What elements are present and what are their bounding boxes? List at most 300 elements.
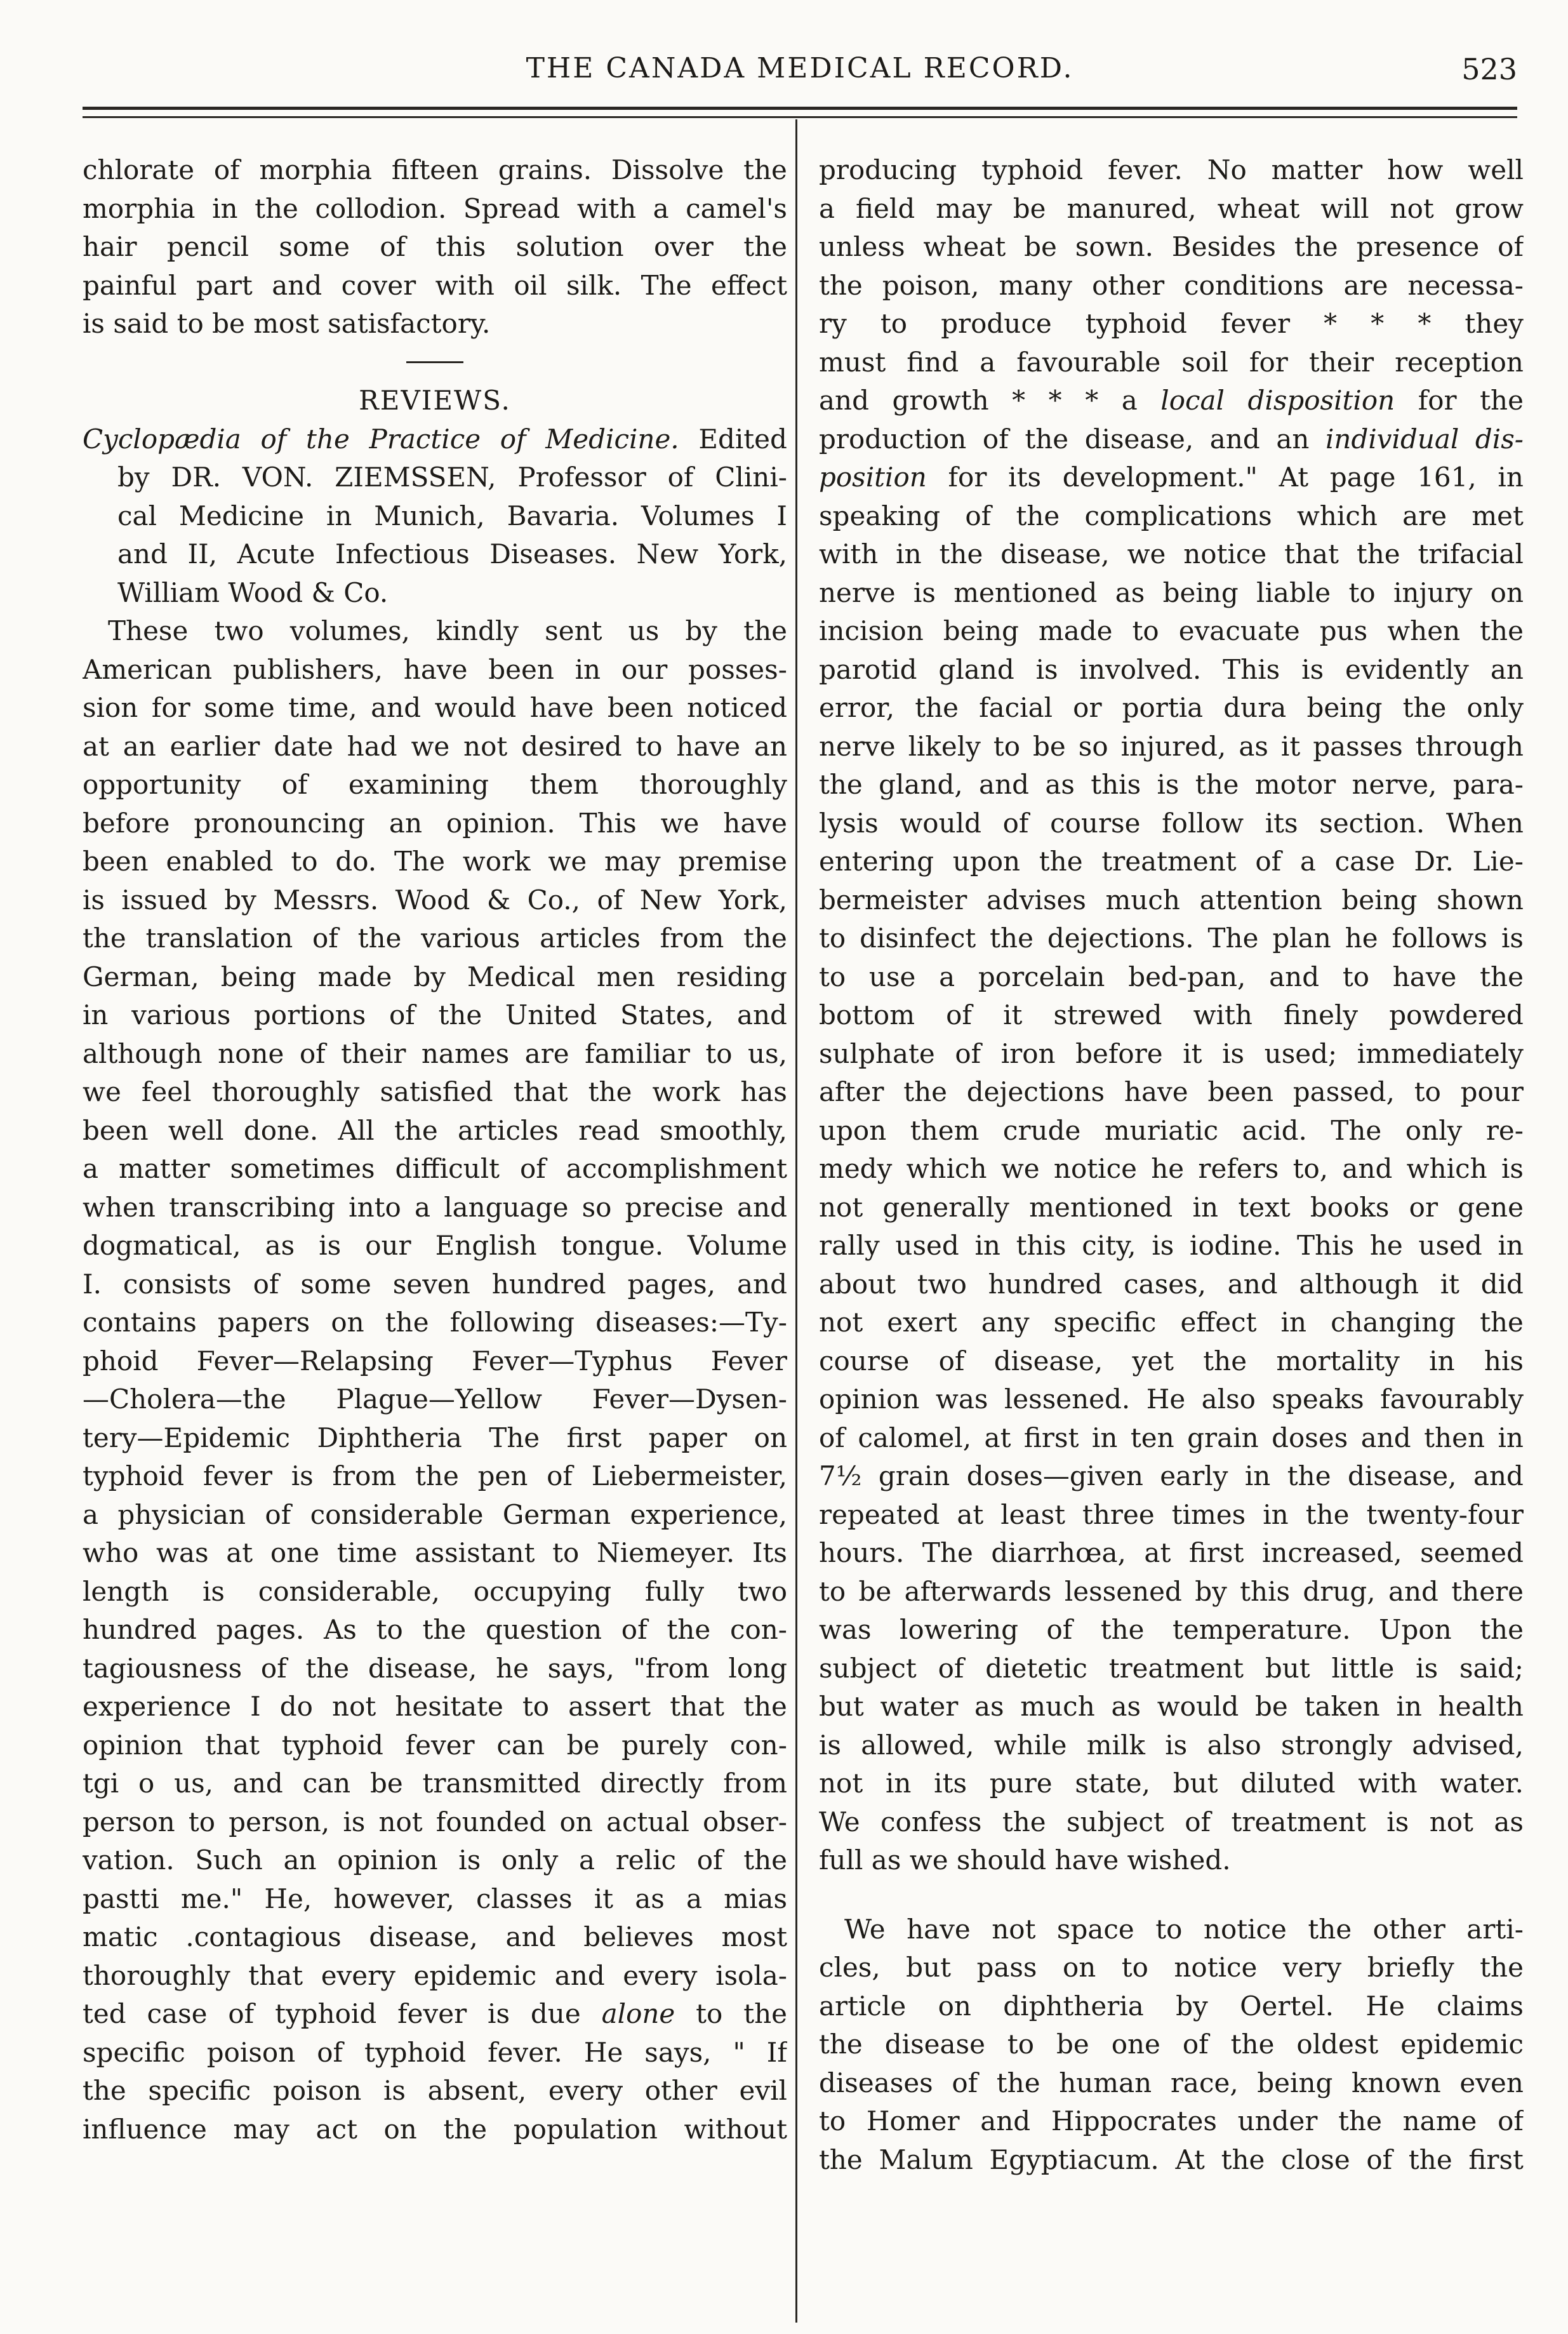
page-header [83, 52, 1517, 97]
word: ZIEMSSEN, [335, 462, 496, 493]
word: not [378, 1806, 423, 1837]
word: and [232, 1768, 283, 1799]
word: drug, [1303, 1575, 1376, 1607]
word: unless [819, 231, 905, 262]
word: pus [1319, 615, 1368, 646]
word: considerable, [258, 1575, 440, 1607]
word: ted [83, 1998, 126, 2029]
text-line [819, 1073, 1524, 1112]
word: English [435, 1230, 537, 1261]
word: para- [1452, 769, 1524, 800]
text-line [83, 1957, 787, 1996]
word: to [705, 1037, 733, 1069]
word: nerve, [1352, 769, 1437, 800]
word: made [317, 961, 392, 992]
word: the [1480, 1614, 1524, 1645]
text-line [83, 1380, 787, 1419]
word: mias [724, 1883, 787, 1914]
word: matic [83, 1921, 158, 1952]
text-line [819, 2025, 1524, 2064]
word: fever. [488, 2036, 562, 2068]
word: mentioned [1029, 1191, 1173, 1223]
word: mentioned [953, 577, 1098, 608]
word: wheat [1217, 192, 1300, 224]
word: a [579, 1844, 595, 1876]
word: after [819, 1076, 884, 1107]
word: of [260, 1652, 287, 1684]
word: produce [941, 308, 1052, 339]
word: finely [1284, 999, 1359, 1030]
word: Cyclopædia [83, 423, 241, 455]
word: was [156, 1537, 209, 1568]
text-line [819, 535, 1524, 574]
word: only [1466, 692, 1524, 723]
word: influence [83, 2113, 207, 2145]
word: books [1310, 1191, 1390, 1223]
word: to [1155, 1913, 1183, 1945]
word: doses—given [966, 1460, 1143, 1491]
text-line [819, 958, 1524, 997]
text-line [819, 1342, 1524, 1381]
word: with [435, 269, 495, 301]
word: the [1025, 423, 1069, 455]
word: Its [752, 1537, 787, 1568]
word: then [1424, 1422, 1485, 1453]
word: opinion [83, 1729, 183, 1761]
short-rule [406, 361, 463, 363]
word: con- [729, 1614, 787, 1645]
word: and [1209, 423, 1260, 455]
text-line [819, 1911, 1524, 1949]
word: hair [83, 231, 137, 262]
word: however, [333, 1883, 455, 1914]
word: Diseases. [489, 538, 617, 570]
word: of [547, 1460, 573, 1491]
word: that [1284, 538, 1339, 570]
word: in [1244, 1460, 1271, 1491]
word: He [583, 2036, 623, 2068]
word: little [1331, 1652, 1395, 1684]
word: familiar [585, 1037, 690, 1069]
text-line [83, 1227, 787, 1265]
word: time [336, 1537, 397, 1568]
word: who [83, 1537, 139, 1568]
word: not [819, 1768, 863, 1799]
word: examining [348, 769, 489, 800]
word: is [1301, 653, 1324, 685]
word: a [414, 1191, 431, 1223]
word: dietetic [985, 1652, 1087, 1684]
header-rule-thin [83, 116, 1517, 118]
text-line [819, 1688, 1524, 1726]
word: grains. [498, 154, 592, 185]
word: Such [195, 1844, 263, 1876]
word: o [138, 1768, 155, 1799]
word: Fever—Dysen- [592, 1384, 787, 1415]
word: had [347, 730, 397, 762]
word: We [819, 1806, 860, 1837]
word: much [1105, 884, 1180, 916]
word: changing [1331, 1307, 1456, 1338]
word: paper [648, 1422, 728, 1453]
word: the [743, 154, 787, 185]
word: the [1402, 692, 1447, 723]
word: them [529, 769, 599, 800]
word: disease, [368, 1652, 477, 1684]
word: pronouncing [194, 807, 365, 839]
word: from [332, 1460, 397, 1491]
word: other [1092, 269, 1165, 301]
word: Fever—Typhus [471, 1345, 673, 1377]
word: iron [1000, 1037, 1056, 1069]
word: may [936, 192, 992, 224]
word: the [743, 1691, 787, 1722]
word: dis- [1475, 423, 1524, 455]
word: of [965, 500, 992, 531]
word: language [444, 1191, 569, 1223]
word: Egyptiacum. [989, 2144, 1159, 2175]
word: we [83, 1076, 121, 1107]
word: various [421, 923, 521, 954]
word: at [1144, 1537, 1171, 1568]
paragraph-spacer [819, 1880, 1524, 1911]
word: local [1160, 385, 1225, 416]
word: Medicine. [545, 423, 679, 455]
line-text: REVIEWS. [359, 385, 511, 416]
word: bermeister [819, 884, 967, 916]
word: as [265, 1230, 295, 1261]
word: All [338, 1114, 375, 1146]
word: a [819, 192, 835, 224]
word: to [188, 1806, 216, 1837]
word: a [83, 1153, 99, 1184]
word: entering [819, 846, 934, 877]
word: absent, [427, 2075, 527, 2106]
word: and [1388, 1575, 1438, 1607]
word: have [403, 653, 468, 685]
text-line [819, 881, 1524, 920]
word: well [1468, 154, 1524, 185]
word: involved. [1079, 653, 1202, 685]
word: of [1002, 807, 1029, 839]
word: the [1294, 231, 1338, 262]
word: American [83, 653, 213, 685]
word: have [676, 730, 741, 762]
text-line [83, 1764, 787, 1803]
word: them [910, 1114, 980, 1146]
word: strongly [1281, 1729, 1392, 1761]
word: on [1062, 1952, 1096, 1983]
word: reception [1395, 346, 1524, 378]
word: relic [615, 1844, 677, 1876]
word: Dissolve [611, 154, 724, 185]
text-line [819, 420, 1524, 459]
word: follows [1392, 923, 1488, 954]
word: their [341, 1037, 406, 1069]
word: generally [882, 1191, 1009, 1223]
word: the [1480, 1952, 1524, 1983]
word: passes [1313, 730, 1403, 762]
text-line [819, 497, 1524, 536]
word: be [369, 1768, 403, 1799]
word: when [1387, 615, 1461, 646]
word: or [1073, 692, 1102, 723]
word: of [500, 423, 526, 455]
word: close [1281, 2144, 1350, 2175]
word: person [83, 1806, 175, 1837]
word: York, [718, 884, 787, 916]
word: exert [887, 1307, 957, 1338]
word: earlier [169, 730, 260, 762]
word: doses [1272, 1422, 1348, 1453]
word: believes [583, 1921, 694, 1952]
word: us, [748, 1037, 787, 1069]
word: be [1255, 1691, 1288, 1722]
word: Malum [879, 2144, 973, 2175]
word: race, [1170, 2067, 1239, 2098]
word: dejections [966, 1076, 1105, 1107]
word: fever [1221, 308, 1291, 339]
text-line [83, 1304, 787, 1342]
word: for [1249, 346, 1288, 378]
word: in [575, 653, 601, 685]
word: We [844, 1913, 886, 1945]
word: field [856, 192, 915, 224]
word: any [981, 1307, 1030, 1338]
word: in [83, 999, 109, 1030]
word: our [365, 1230, 411, 1261]
word: names [421, 1037, 510, 1069]
word: issued [121, 884, 208, 916]
word: actual [606, 1806, 689, 1837]
word: treatment [1101, 846, 1237, 877]
word: the [1480, 385, 1524, 416]
word: Oertel. [1240, 1990, 1334, 2022]
word: that [670, 1691, 725, 1722]
word: long [728, 1652, 787, 1684]
word: times [1171, 1498, 1246, 1530]
word: which [1406, 1153, 1487, 1184]
word: a [653, 192, 669, 224]
text-line [819, 2141, 1524, 2180]
word: Co., [527, 884, 581, 916]
word: typhoid [281, 1729, 383, 1761]
word: pen [477, 1460, 528, 1491]
word: a [1299, 846, 1316, 877]
word: by [1176, 1990, 1208, 2022]
word: sometimes [230, 1153, 375, 1184]
word: of [621, 1614, 648, 1645]
word: of [1498, 231, 1524, 262]
text-line [819, 2064, 1524, 2103]
word: he [496, 1652, 529, 1684]
word: Wood [395, 884, 470, 916]
word: position [819, 462, 927, 493]
word: notice [1053, 1153, 1137, 1184]
word: directly [600, 1768, 704, 1799]
word: text [1238, 1191, 1291, 1223]
word: of [519, 1153, 546, 1184]
word: sown. [1075, 231, 1153, 262]
word: isola- [715, 1959, 787, 1991]
word: the [1308, 1913, 1352, 1945]
word: one [1111, 2029, 1160, 2060]
word: Plague—Yellow [336, 1384, 542, 1415]
text-line [83, 1496, 787, 1535]
word: from [660, 923, 724, 954]
word: there [1451, 1575, 1524, 1607]
word: disease [884, 2029, 985, 2060]
word: due [530, 1998, 581, 2029]
word: would [434, 692, 517, 723]
word: * [1012, 385, 1026, 416]
word: the [1203, 1345, 1247, 1377]
word: that [513, 1076, 568, 1107]
word: of [213, 154, 240, 185]
word: increased, [1261, 1537, 1402, 1568]
word: in [1498, 462, 1524, 493]
word: its [1265, 807, 1298, 839]
word: production [819, 423, 967, 455]
word: speaks [1272, 1384, 1364, 1415]
word: as [1494, 1806, 1524, 1837]
word: Diphtheria [317, 1422, 462, 1453]
text-line [83, 228, 787, 267]
word: tagiousness [83, 1652, 243, 1684]
word: he [1151, 1153, 1185, 1184]
word: of [938, 1345, 965, 1377]
word: work [652, 1076, 721, 1107]
word: Infectious [335, 538, 470, 570]
word: on [754, 1422, 787, 1453]
word: bottom [819, 999, 915, 1030]
word: to [1121, 1952, 1148, 1983]
text-line [83, 1342, 787, 1381]
word: and [979, 769, 1030, 800]
word: Medicine [178, 500, 304, 531]
word: is [383, 2075, 406, 2106]
word: in [1091, 1422, 1118, 1453]
word: first [1188, 1537, 1244, 1568]
word: on [559, 1806, 593, 1837]
word: while [993, 1729, 1067, 1761]
word: 161, [1417, 462, 1477, 493]
word: parotid [819, 653, 917, 685]
word: of [253, 1268, 279, 1300]
word: phoid [83, 1345, 159, 1377]
word: are [524, 1037, 569, 1069]
word: conditions [1184, 269, 1324, 301]
word: very [1282, 1952, 1342, 1983]
word: necessa- [1407, 269, 1524, 301]
word: of [281, 769, 308, 800]
word: in [1280, 1307, 1307, 1338]
word: as [1115, 577, 1145, 608]
word: advised, [1412, 1729, 1524, 1761]
word: the [819, 269, 863, 301]
word: afterwards [904, 1575, 1052, 1607]
word: is [1035, 653, 1058, 685]
word: Fever [710, 1345, 787, 1377]
word: into [349, 1191, 401, 1223]
word: to [819, 1575, 846, 1607]
word: The [394, 846, 445, 877]
word: Volume [688, 1230, 787, 1261]
word: only [1405, 1114, 1463, 1146]
word: Besides [1171, 231, 1276, 262]
word: volumes, [289, 615, 410, 646]
text-line [819, 1112, 1524, 1150]
word: some [204, 692, 275, 723]
text-line [819, 651, 1524, 690]
word: diphtheria [1003, 1990, 1144, 2022]
word: his [1484, 1345, 1524, 1377]
word: noticed [687, 692, 787, 723]
word: not [1390, 192, 1434, 224]
text-line [83, 267, 787, 305]
word: a [939, 961, 955, 992]
word: been [83, 1114, 149, 1146]
word: classes [476, 1883, 573, 1914]
word: must [819, 346, 886, 378]
word: are [1343, 269, 1388, 301]
word: dejections. [1047, 923, 1194, 954]
word: by [685, 615, 718, 646]
word: precise [625, 1191, 724, 1223]
text-line [83, 1918, 787, 1957]
word: would [900, 807, 981, 839]
word: York, [718, 538, 787, 570]
word: ry [819, 308, 847, 339]
text-line [819, 151, 1524, 190]
word: .contagious [185, 1921, 342, 1952]
word: portia [1122, 692, 1204, 723]
text-line [83, 190, 787, 229]
word: crude [1002, 1114, 1081, 1146]
text-line [819, 1380, 1524, 1419]
word: course [819, 1345, 910, 1377]
word: growth [892, 385, 989, 416]
word: and [1473, 1460, 1524, 1491]
word: with [1193, 999, 1252, 1030]
word: strewed [1053, 999, 1162, 1030]
word: " [733, 2036, 745, 2068]
word: on [331, 1307, 364, 1338]
word: injured, [1120, 730, 1226, 762]
text-line [83, 2034, 787, 2072]
word: to, [1292, 1153, 1329, 1184]
word: matter [1271, 154, 1363, 185]
word: notice [1183, 538, 1267, 570]
word: state, [1075, 1768, 1150, 1799]
text-line [819, 766, 1524, 804]
word: at [957, 1498, 984, 1530]
word: Volumes [641, 500, 755, 531]
word: it [594, 1883, 614, 1914]
word: to [376, 1614, 403, 1645]
word: is [1157, 769, 1179, 800]
word: pastti [83, 1883, 159, 1914]
text-line [819, 267, 1524, 305]
word: met [1472, 500, 1524, 531]
word: liable [1256, 577, 1331, 608]
word: so [1078, 730, 1108, 762]
word: When [1445, 807, 1524, 839]
word: being [1306, 692, 1383, 723]
word: Hippocrates [1051, 2105, 1217, 2137]
text-line [83, 728, 787, 766]
header-rule-thick [83, 107, 1517, 110]
